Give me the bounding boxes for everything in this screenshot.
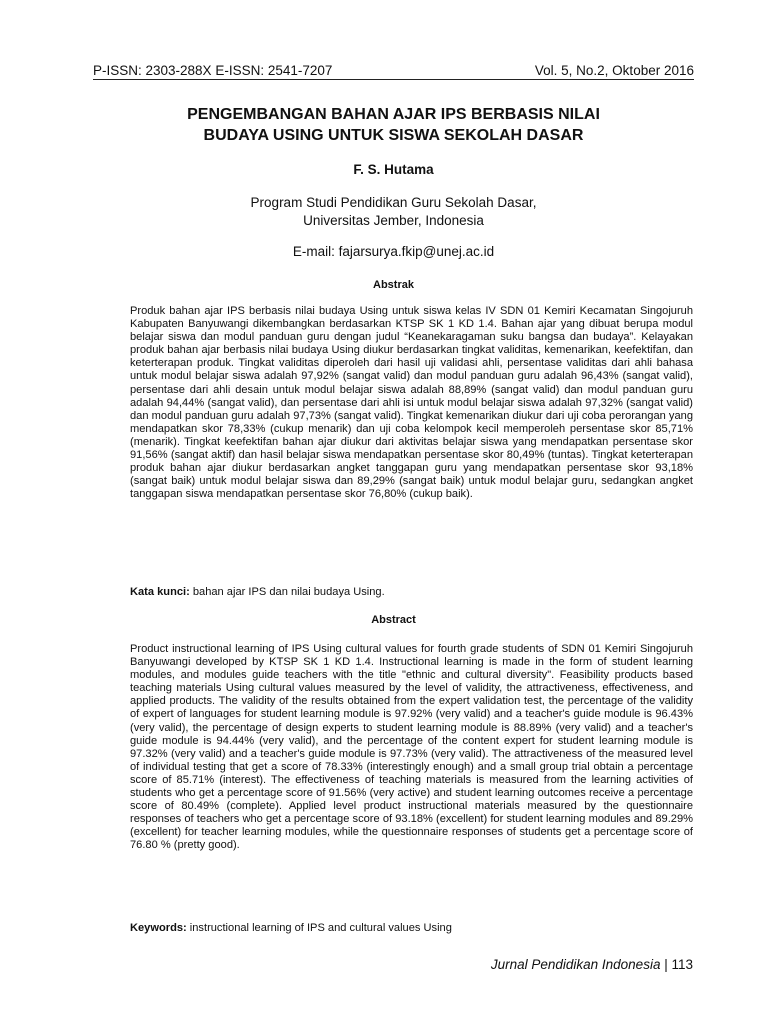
page-number: 113 [671,957,693,972]
affiliation-line-1: Program Studi Pendidikan Guru Sekolah Dasar, [250,195,537,210]
abstract-body: Product instructional learning of IPS Using cultural values for fourth grade students of SDN 01 Kemiri Singojuruh Banyuwangi developed by KTSP SK 1 KD 1.4. Instructional learning is made in the form of student learning modules, and modules guide teachers with the title "ethnic and cultural diversity". Feasibility products based teaching materials Using cultural values measured by the level of validity, the attractiveness, effectiveness, and applied products. The validity of the results obtained from the expert validation test, the percentage of the validity of expert of languages for student learning module is 97.92% (very valid) and a teacher's guide module is 96.43% (very valid), the percentage of design experts to student learning module is 88.89% (very valid) and a teacher's guide module is 94.44% (very valid), and the percentage of the content expert for student learning module is 97.32% (very valid) and a teacher's guide module is 97.73% (very valid). The attractiveness of the measured level of individual testing that get a score of 78.33% (interestingly enough) and a small group trial obtain a percentage score of 85.71% (interest). The effectiveness of teaching materials is measured from the learning activities of students who get a percentage score of 91.56% (very active) and student learning outcomes receive a percentage score of 80.49% (complete). Applied level product instructional materials measured by the questionnaire responses of teachers who get a percentage score of 93.18% (excellent) for student learning modules and 89.29% (excellent) for teacher learning modules, while the questionnaire responses of students get a percentage score of 76.80 % (pretty good). [130,643,693,852]
keywords-label: Keywords: [130,922,187,934]
keywords [130,922,693,935]
running-header [93,58,694,80]
kata-kunci [130,586,693,599]
abstrak-body: Produk bahan ajar IPS berbasis nilai budaya Using untuk siswa kelas IV SDN 01 Kemiri Kecamatan Singojuruh Kabupaten Banyuwangi dikembangkan berdasarkan KTSP SK 1 KD 1.4. Bahan ajar yang dibuat berupa modul belajar siswa dan modul panduan guru dengan judul “Keanekaragaman suku bangsa dan budaya”. Kelayakan produk bahan ajar berbasis nilai budaya Using diukur berdasarkan tingkat validitas, kemenarikan, keefektifan, dan keterterapan produk. Tingkat validitas diperoleh dari hasil uji validasi ahli, persentase validitas dari ahli bahasa untuk modul belajar siswa adalah 97,92% (sangat valid) dan modul panduan guru adalah 96,43% (sangat valid), persentase dari ahli desain untuk modul belajar siswa adalah 88,89% (sangat valid) dan modul panduan guru adalah 94,44% (sangat valid), dan persentase dari ahli isi untuk modul belajar siswa adalah 97,32% (sangat valid) dan modul panduan guru adalah 97,73% (sangat valid). Tingkat kemenarikan diukur dari uji coba perorangan yang mendapatkan skor 78,33% (cukup menarik) dan uji coba kelompok kecil memperoleh persentase skor 85,71% (menarik). Tingkat keefektifan bahan ajar diukur dari aktivitas belajar siswa yang mendapatkan persentase skor 91,56% (sangat aktif) dan hasil belajar siswa mendapatkan persentase skor 80,49% (tuntas). Tingkat keterterapan produk bahan ajar diukur berdasarkan angket tanggapan guru yang mendapatkan persentase skor 93,18% (sangat baik) untuk modul belajar siswa dan 89,29% (sangat baik) untuk modul belajar guru, sedangkan angket tanggapan siswa mendapatkan persentase skor 76,80% (cukup baik). [130,305,693,501]
journal-name: Jurnal Pendidikan Indonesia [490,957,661,972]
footer-separator: | [660,957,672,972]
issn-text: P-ISSN: 2303-288X E-ISSN: 2541-7207 [93,63,333,78]
kata-kunci-text: bahan ajar IPS dan nilai budaya Using. [189,586,385,598]
abstrak-heading: Abstrak [373,279,414,291]
author-name: F. S. Hutama [353,162,434,177]
kata-kunci-label: Kata kunci: [130,586,190,598]
title-line-2: BUDAYA USING UNTUK SISWA SEKOLAH DASAR [203,127,584,144]
paper-title [93,104,694,146]
affiliation [93,194,694,230]
affiliation-line-2: Universitas Jember, Indonesia [303,213,484,228]
volume-text: Vol. 5, No.2, Oktober 2016 [534,63,694,78]
title-line-1: PENGEMBANGAN BAHAN AJAR IPS BERBASIS NILAI [187,106,600,123]
author-email: E-mail: fajarsurya.fkip@unej.ac.id [292,244,495,259]
page-footer [491,957,693,972]
keywords-text: instructional learning of IPS and cultural values Using [186,922,452,934]
abstract-heading: Abstract [371,614,416,626]
